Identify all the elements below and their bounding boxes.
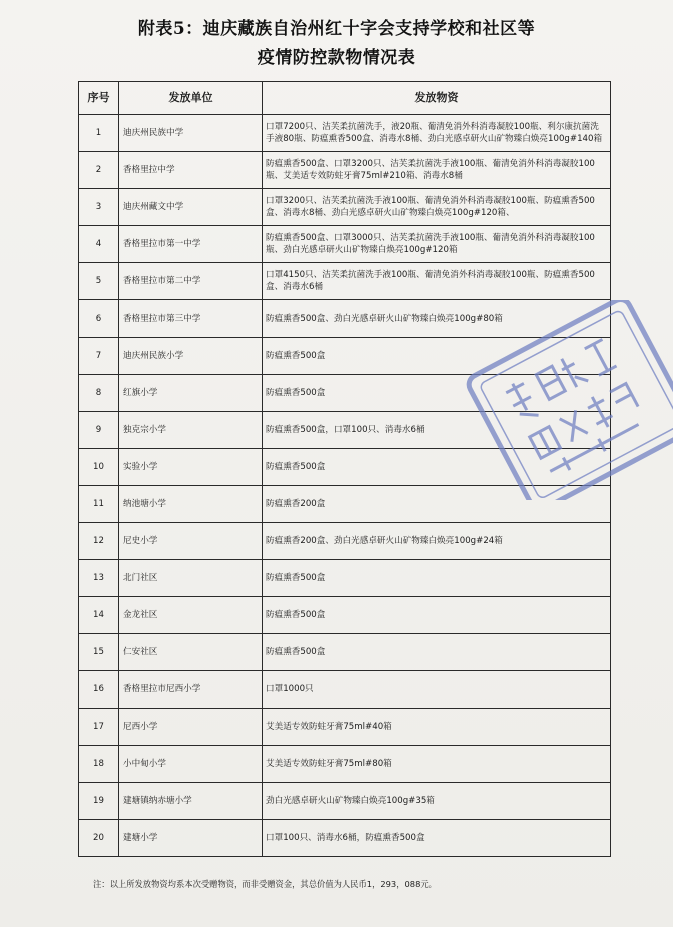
- table-row: [79, 263, 611, 300]
- row-items: 防瘟熏香500盒: [263, 560, 611, 597]
- row-items: 防瘟熏香500盒、劲白光感卓研火山矿物臻白焕亮100g#80箱: [263, 300, 611, 337]
- row-unit: 尼西小学: [119, 708, 263, 745]
- row-items: 劲白光感卓研火山矿物臻白焕亮100g#35箱: [263, 782, 611, 819]
- row-index: 14: [79, 597, 119, 634]
- row-items: 口罩3200只、洁芙柔抗菌洗手液100瓶、葡清免消外科消毒凝胶100瓶、防瘟熏香500盒、消毒水8桶、劲白光感卓研火山矿物臻白焕亮100g#120箱、: [263, 189, 611, 226]
- row-items: 口罩7200只、洁芙柔抗菌洗手，液20瓶、葡清免消外科消毒凝胶100瓶、利尔康抗菌洗手液80瓶、防瘟熏香500盒、消毒水8桶、劲白光感卓研火山矿物臻白焕亮100g#140箱: [263, 115, 611, 152]
- row-items: 艾美适专效防蛀牙膏75ml#40箱: [263, 708, 611, 745]
- row-unit: 建塘镇纳赤塘小学: [119, 782, 263, 819]
- table-row: [79, 745, 611, 782]
- row-index: 20: [79, 819, 119, 856]
- row-index: 9: [79, 411, 119, 448]
- row-items: 防瘟熏香500盒: [263, 634, 611, 671]
- column-header-unit: 发放单位: [119, 82, 263, 115]
- row-index: 11: [79, 485, 119, 522]
- table-row: [79, 560, 611, 597]
- row-unit: 香格里拉市第三中学: [119, 300, 263, 337]
- document-title-line-1: 附表5：迪庆藏族自治州红十字会支持学校和社区等: [137, 19, 536, 39]
- table-header-row: [79, 82, 611, 115]
- row-items: 防瘟熏香500盒: [263, 597, 611, 634]
- table-row: [79, 115, 611, 152]
- row-unit: 小中甸小学: [119, 745, 263, 782]
- footnote: 注：以上所发放物资均系本次受赠物资，而非受赠资金，其总价值为人民币1，293，088元。: [93, 879, 437, 889]
- row-index: 19: [79, 782, 119, 819]
- row-index: 5: [79, 263, 119, 300]
- row-unit: 金龙社区: [119, 597, 263, 634]
- table-row: [79, 523, 611, 560]
- row-items: 防瘟熏香500盒: [263, 374, 611, 411]
- table-row: [79, 337, 611, 374]
- row-items: 防瘟熏香500盒、口罩3200只、洁芙柔抗菌洗手液100瓶、葡清免消外科消毒凝胶100瓶、艾美适专效防蛀牙膏75ml#210箱、消毒水8桶: [263, 152, 611, 189]
- row-index: 15: [79, 634, 119, 671]
- row-index: 6: [79, 300, 119, 337]
- row-unit: 仁安社区: [119, 634, 263, 671]
- row-items: 防瘟熏香500盒、口罩3000只、洁芙柔抗菌洗手液100瓶、葡清免消外科消毒凝胶100瓶、劲白光感卓研火山矿物臻白焕亮100g#120箱: [263, 226, 611, 263]
- document-title-line-2: 疫情防控款物情况表: [257, 48, 416, 68]
- table-row: [79, 634, 611, 671]
- row-index: 13: [79, 560, 119, 597]
- column-header-items: 发放物资: [263, 82, 611, 115]
- table-row: [79, 152, 611, 189]
- table-row: [79, 448, 611, 485]
- row-items: 口罩1000只: [263, 671, 611, 708]
- table-body: [79, 115, 611, 857]
- row-unit: 香格里拉中学: [119, 152, 263, 189]
- row-index: 8: [79, 374, 119, 411]
- row-unit: 香格里拉市尼西小学: [119, 671, 263, 708]
- table-row: [79, 374, 611, 411]
- row-unit: 迪庆州藏文中学: [119, 189, 263, 226]
- column-header-index: 序号: [79, 82, 119, 115]
- table-row: [79, 485, 611, 522]
- row-items: 口罩4150只、洁芙柔抗菌洗手液100瓶、葡清免消外科消毒凝胶100瓶、防瘟熏香500盒、消毒水6桶: [263, 263, 611, 300]
- row-unit: 建塘小学: [119, 819, 263, 856]
- row-index: 2: [79, 152, 119, 189]
- row-unit: 实验小学: [119, 448, 263, 485]
- row-index: 1: [79, 115, 119, 152]
- table-row: [79, 189, 611, 226]
- row-items: 防瘟熏香200盒、劲白光感卓研火山矿物臻白焕亮100g#24箱: [263, 523, 611, 560]
- row-unit: 北门社区: [119, 560, 263, 597]
- table-row: [79, 411, 611, 448]
- row-items: 防瘟熏香200盒: [263, 485, 611, 522]
- table-row: [79, 300, 611, 337]
- row-items: 防瘟熏香500盒: [263, 448, 611, 485]
- row-items: 防瘟熏香500盒: [263, 337, 611, 374]
- row-index: 7: [79, 337, 119, 374]
- table-row: [79, 597, 611, 634]
- row-index: 17: [79, 708, 119, 745]
- row-index: 3: [79, 189, 119, 226]
- table-row: [79, 819, 611, 856]
- row-items: 艾美适专效防蛀牙膏75ml#80箱: [263, 745, 611, 782]
- row-index: 12: [79, 523, 119, 560]
- row-unit: 迪庆州民族小学: [119, 337, 263, 374]
- table-row: [79, 708, 611, 745]
- row-unit: 红旗小学: [119, 374, 263, 411]
- table-row: [79, 226, 611, 263]
- row-unit: 纳池塘小学: [119, 485, 263, 522]
- row-unit: 香格里拉市第一中学: [119, 226, 263, 263]
- row-index: 16: [79, 671, 119, 708]
- row-index: 10: [79, 448, 119, 485]
- table-row: [79, 782, 611, 819]
- row-index: 18: [79, 745, 119, 782]
- row-unit: 香格里拉市第二中学: [119, 263, 263, 300]
- table-row: [79, 671, 611, 708]
- row-index: 4: [79, 226, 119, 263]
- row-unit: 尼史小学: [119, 523, 263, 560]
- distribution-table: [78, 81, 611, 857]
- row-items: 口罩100只、消毒水6桶，防瘟熏香500盒: [263, 819, 611, 856]
- row-items: 防瘟熏香500盒，口罩100只、消毒水6桶: [263, 411, 611, 448]
- row-unit: 迪庆州民族中学: [119, 115, 263, 152]
- row-unit: 独克宗小学: [119, 411, 263, 448]
